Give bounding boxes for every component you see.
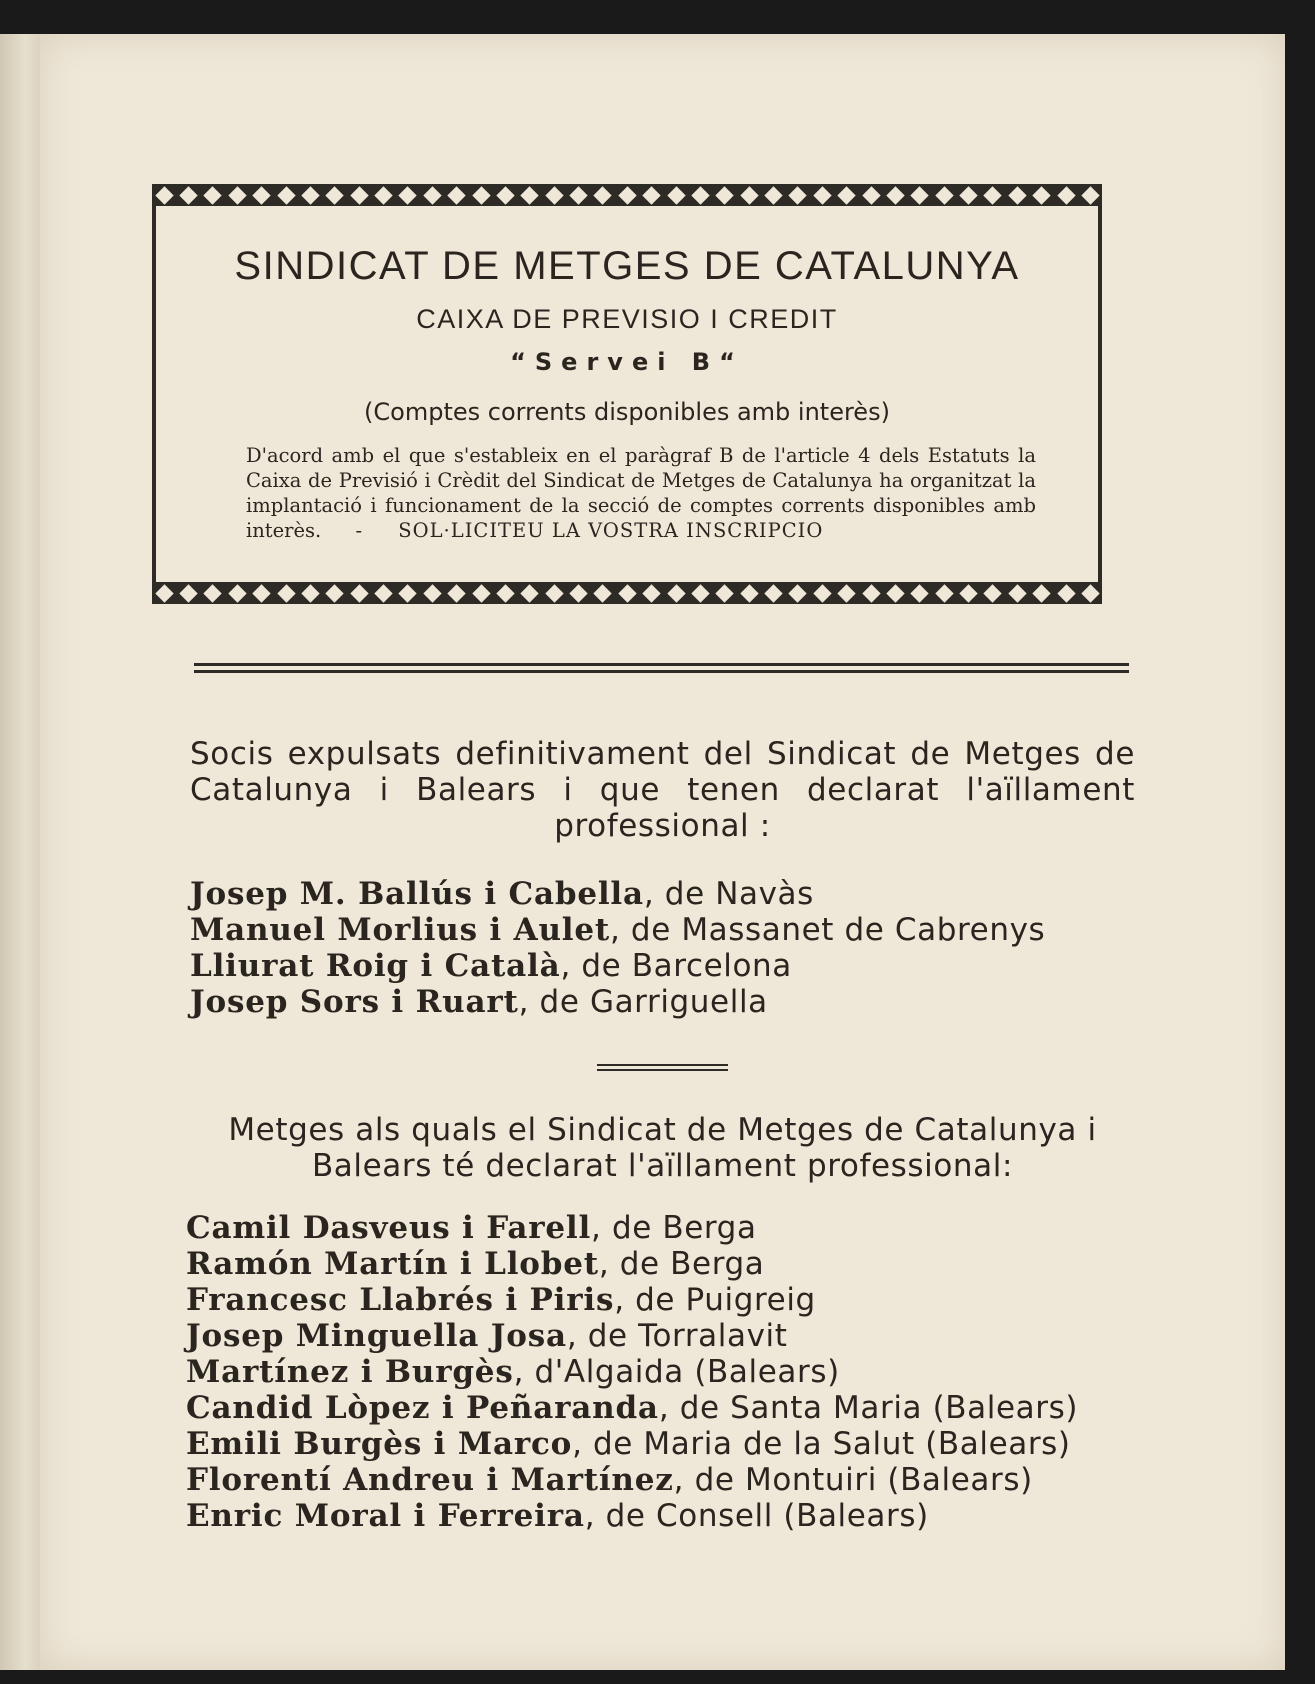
expelled-intro: Socis expulsats definitivament del Sindicat de Metges de Catalunya i Balears i que tenen declarat l'aïllament professional :: [190, 736, 1135, 844]
diamond-ornament: [472, 584, 490, 602]
diamond-ornament: [984, 186, 1002, 204]
member-name: Lliurat Roig i Català: [190, 948, 561, 984]
notice-title: SINDICAT DE METGES DE CATALUNYA: [234, 244, 1020, 288]
diamond-ornament: [350, 186, 368, 204]
diamond-ornament: [472, 186, 490, 204]
diamond-ornament: [228, 186, 246, 204]
list-item: [190, 912, 1150, 948]
diamond-ornament: [374, 584, 392, 602]
expelled-list: [190, 876, 1150, 1020]
list-item: [186, 1390, 1146, 1426]
member-name: Josep Minguella Josa: [186, 1318, 567, 1354]
list-item: [186, 1210, 1146, 1246]
diamond-ornament: [691, 584, 709, 602]
diamond-ornament: [399, 186, 417, 204]
member-place: , de Barcelona: [560, 948, 792, 984]
diamond-ornament: [204, 584, 222, 602]
member-place: , de Massanet de Cabrenys: [610, 912, 1046, 948]
diamond-ornament: [1081, 186, 1099, 204]
diamond-ornament: [716, 584, 734, 602]
member-name: Martínez i Burgès: [186, 1354, 514, 1390]
diamond-ornament: [326, 584, 344, 602]
diamond-ornament: [618, 584, 636, 602]
diamond-ornament: [545, 584, 563, 602]
member-name: Enric Moral i Ferreira: [186, 1498, 585, 1534]
isolated-intro: Metges als quals el Sindicat de Metges de Catalunya i Balears té declarat l'aïllament professional:: [228, 1112, 1097, 1184]
member-place: , de Santa Maria (Balears): [658, 1390, 1079, 1426]
diamond-ornament: [569, 186, 587, 204]
diamond-ornament: [179, 186, 197, 204]
diamond-ornament: [740, 186, 758, 204]
diamond-ornament: [301, 186, 319, 204]
diamond-ornament: [837, 584, 855, 602]
diamond-ornament: [764, 186, 782, 204]
list-item: [190, 948, 1150, 984]
list-item: [190, 984, 1150, 1020]
notice-note: (Comptes corrents disponibles amb interès): [364, 398, 890, 426]
notice-box: [152, 149, 1102, 589]
diamond-ornament: [496, 584, 514, 602]
diamond-ornament: [667, 584, 685, 602]
diamond-ornament: [667, 186, 685, 204]
diamond-ornament: [1057, 186, 1075, 204]
diamond-ornament: [764, 584, 782, 602]
notice-subtitle: CAIXA DE PREVISIO I CREDIT: [416, 304, 838, 334]
member-name: Candid Lòpez i Peñaranda: [186, 1390, 659, 1426]
diamond-ornament: [326, 186, 344, 204]
list-item: [186, 1462, 1146, 1498]
diamond-ornament: [935, 584, 953, 602]
diamond-ornament: [374, 186, 392, 204]
notice-border-top: [152, 184, 1102, 206]
list-item: [186, 1354, 1146, 1390]
member-place: , de Berga: [598, 1246, 765, 1282]
diamond-ornament: [155, 186, 173, 204]
diamond-ornament: [155, 584, 173, 602]
diamond-ornament: [277, 584, 295, 602]
notice-call-to-action: SOL·LICITEU LA VOSTRA INSCRIPCIO: [398, 519, 824, 542]
section-divider: [194, 663, 1129, 675]
diamond-ornament: [423, 584, 441, 602]
diamond-ornament: [959, 584, 977, 602]
diamond-ornament: [521, 186, 539, 204]
diamond-ornament: [813, 584, 831, 602]
isolated-list: [186, 1210, 1146, 1534]
list-item: [190, 876, 1150, 912]
diamond-ornament: [1057, 584, 1075, 602]
list-item: [186, 1318, 1146, 1354]
diamond-ornament: [740, 584, 758, 602]
diamond-ornament: [1008, 584, 1026, 602]
notice-body: [246, 443, 1036, 543]
diamond-ornament: [911, 584, 929, 602]
member-place: , d'Algaida (Balears): [513, 1354, 840, 1390]
list-item: [186, 1282, 1146, 1318]
book-spine: [0, 34, 42, 1670]
member-name: Josep M. Ballús i Cabella: [190, 876, 644, 912]
member-name: Camil Dasveus i Farell: [186, 1210, 592, 1246]
diamond-ornament: [179, 584, 197, 602]
diamond-ornament: [691, 186, 709, 204]
diamond-ornament: [813, 186, 831, 204]
diamond-ornament: [862, 584, 880, 602]
diamond-ornament: [252, 186, 270, 204]
notice-border-bottom: [152, 582, 1102, 604]
notice-body-text: D'acord amb el que s'estableix en el paràgraf B de l'article 4 dels Estatuts la Caixa de Previsió i Crèdit del Sindicat de Metges de Catalunya ha organitzat la implantació i funcionament de la secció de comptes corrents disponibles amb interès.: [246, 444, 1036, 542]
diamond-ornament: [521, 584, 539, 602]
notice-separator: -: [355, 519, 363, 542]
member-place: , de Montuiri (Balears): [673, 1462, 1033, 1498]
notice-service: “Servei B“: [510, 348, 744, 376]
diamond-ornament: [594, 186, 612, 204]
diamond-ornament: [228, 584, 246, 602]
diamond-ornament: [642, 584, 660, 602]
page: [40, 34, 1285, 1670]
diamond-ornament: [447, 584, 465, 602]
diamond-ornament: [886, 584, 904, 602]
diamond-ornament: [862, 186, 880, 204]
diamond-ornament: [1081, 584, 1099, 602]
diamond-ornament: [1008, 186, 1026, 204]
member-place: , de Puigreig: [614, 1282, 816, 1318]
member-name: Ramón Martín i Llobet: [186, 1246, 599, 1282]
diamond-ornament: [837, 186, 855, 204]
diamond-ornament: [716, 186, 734, 204]
member-place: , de Navàs: [643, 876, 814, 912]
diamond-ornament: [618, 186, 636, 204]
diamond-ornament: [423, 186, 441, 204]
list-item: [186, 1246, 1146, 1282]
diamond-ornament: [399, 584, 417, 602]
diamond-ornament: [301, 584, 319, 602]
diamond-ornament: [252, 584, 270, 602]
short-divider: [597, 1064, 728, 1070]
diamond-ornament: [277, 186, 295, 204]
diamond-ornament: [204, 186, 222, 204]
member-place: , de Torralavit: [566, 1318, 788, 1354]
diamond-ornament: [789, 584, 807, 602]
diamond-ornament: [935, 186, 953, 204]
diamond-ornament: [911, 186, 929, 204]
diamond-ornament: [569, 584, 587, 602]
list-item: [186, 1498, 1146, 1534]
diamond-ornament: [1032, 186, 1050, 204]
diamond-ornament: [642, 186, 660, 204]
list-item: [186, 1426, 1146, 1462]
diamond-ornament: [594, 584, 612, 602]
member-name: Manuel Morlius i Aulet: [190, 912, 611, 948]
diamond-ornament: [545, 186, 563, 204]
member-name: Francesc Llabrés i Piris: [186, 1282, 615, 1318]
member-name: Florentí Andreu i Martínez: [186, 1462, 674, 1498]
diamond-ornament: [789, 186, 807, 204]
member-name: Josep Sors i Ruart: [190, 984, 519, 1020]
member-place: , de Berga: [591, 1210, 757, 1246]
diamond-ornament: [984, 584, 1002, 602]
diamond-ornament: [1032, 584, 1050, 602]
member-name: Emili Burgès i Marco: [186, 1426, 573, 1462]
member-place: , de Consell (Balears): [584, 1498, 929, 1534]
member-place: , de Maria de la Salut (Balears): [572, 1426, 1071, 1462]
diamond-ornament: [959, 186, 977, 204]
diamond-ornament: [496, 186, 514, 204]
diamond-ornament: [886, 186, 904, 204]
diamond-ornament: [447, 186, 465, 204]
member-place: , de Garriguella: [518, 984, 768, 1020]
diamond-ornament: [350, 584, 368, 602]
